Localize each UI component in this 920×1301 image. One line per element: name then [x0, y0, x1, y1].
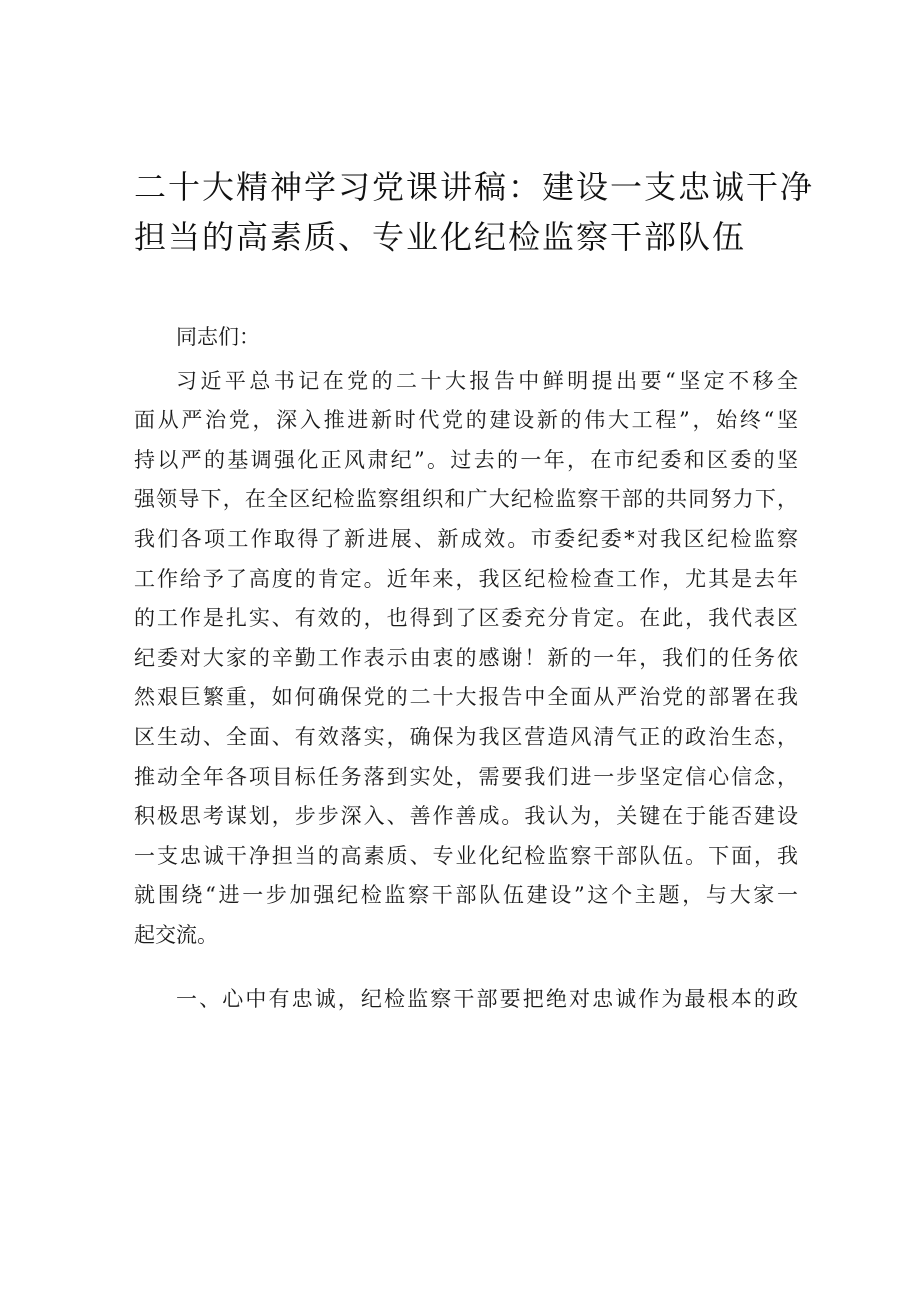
paragraph-line: 面从严治党，深入推进新时代党的建设新的伟大工程”，始终“坚: [134, 408, 798, 433]
title-line: 担当的高素质、专业化纪检监察干部队伍: [134, 218, 747, 256]
section-heading-line: 一、心中有忠诚，纪检监察干部要把绝对忠诚作为最根本的政: [176, 986, 798, 1011]
paragraph-line: 我们各项工作取得了新进展、新成效。市委纪委*对我区纪检监察: [134, 526, 798, 551]
document-body: [134, 318, 798, 1019]
paragraph-line: 一支忠诚干净担当的高素质、专业化纪检监察干部队伍。下面，我: [134, 843, 798, 868]
paragraph-line: 就围绕“进一步加强纪检监察干部队伍建设”这个主题，与大家一: [134, 883, 798, 908]
salutation: 同志们：: [176, 325, 260, 349]
paragraph-line: 强领导下，在全区纪检监察组织和广大纪检监察干部的共同努力下，: [134, 487, 798, 512]
paragraph-line: 习近平总书记在党的二十大报告中鲜明提出要“坚定不移全: [176, 368, 798, 393]
title-line: 二十大精神学习党课讲稿：建设一支忠诚干净: [134, 168, 815, 206]
paragraph-line: 积极思考谋划，步步深入、善作善成。我认为，关键在于能否建设: [134, 804, 798, 829]
paragraph-line: 区生动、全面、有效落实，确保为我区营造风清气正的政治生态，: [134, 724, 798, 749]
paragraph-line: 纪委对大家的辛勤工作表示由衷的感谢！新的一年，我们的任务依: [134, 645, 798, 670]
section-1-heading: [134, 980, 798, 1020]
paragraph-line: 推动全年各项目标任务落到实处，需要我们进一步坚定信心信念，: [134, 764, 798, 789]
paragraph-line: 的工作是扎实、有效的，也得到了区委充分肯定。在此，我代表区: [134, 606, 798, 631]
paragraph-line: 持以严的基调强化正风肃纪”。过去的一年，在市纪委和区委的坚: [134, 447, 798, 472]
document-title: [134, 162, 815, 262]
paragraph-line: 然艰巨繁重，如何确保党的二十大报告中全面从严治党的部署在我: [134, 685, 798, 710]
paragraph-line: 工作给予了高度的肯定。近年来，我区纪检检查工作，尤其是去年: [134, 566, 798, 591]
paragraph-line: 起交流。: [134, 922, 218, 947]
section-spacer: [134, 956, 798, 980]
paragraph-1: [134, 362, 798, 956]
